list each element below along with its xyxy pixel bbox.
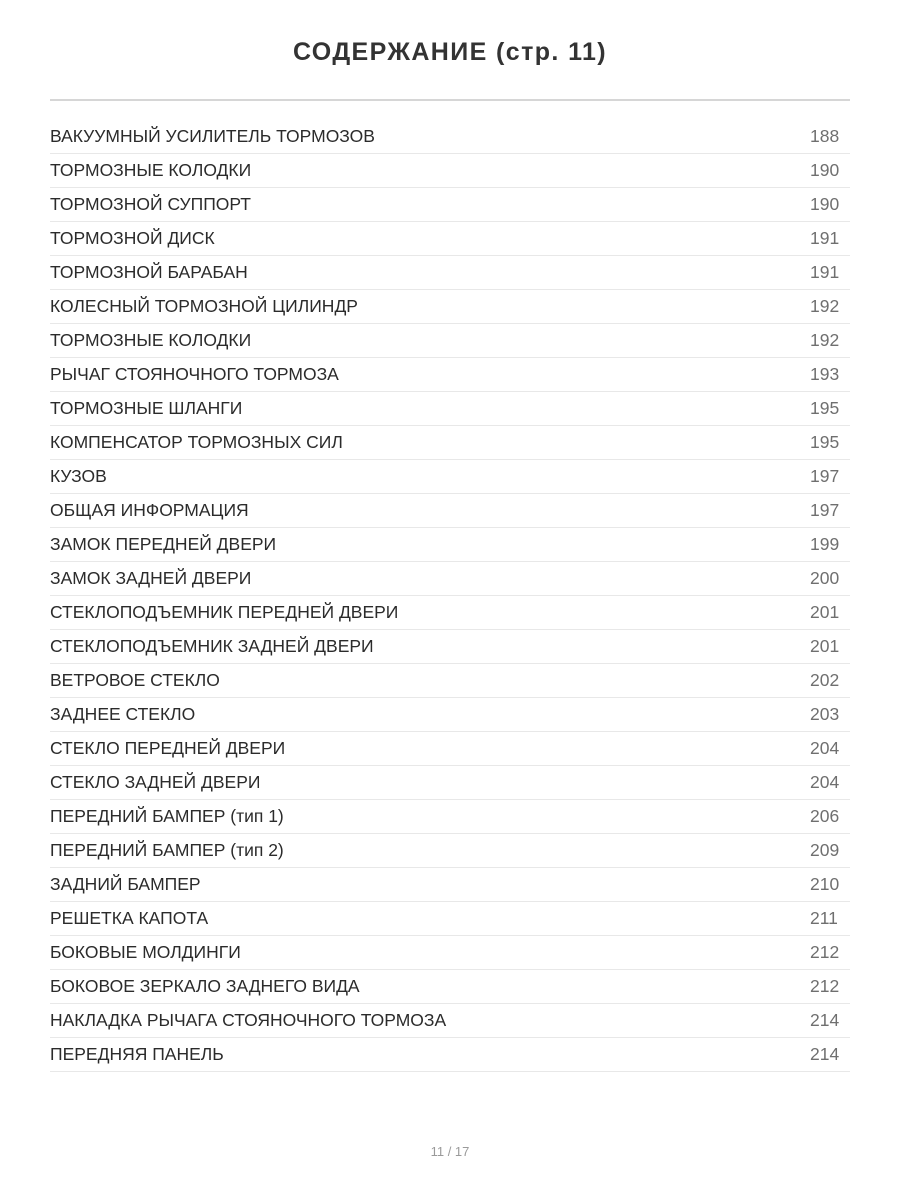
- toc-entry[interactable]: [50, 426, 850, 460]
- toc-entry[interactable]: [50, 834, 850, 868]
- toc-entry[interactable]: [50, 256, 850, 290]
- toc-entry-page: 211: [810, 908, 838, 928]
- toc-entry-page: 200: [810, 568, 840, 588]
- toc-entry-title: СТЕКЛОПОДЪЕМНИК ЗАДНЕЙ ДВЕРИ: [50, 636, 374, 656]
- toc-entry-page: 214: [810, 1010, 840, 1030]
- toc-entry[interactable]: [50, 936, 850, 970]
- toc-entry-page: 212: [810, 942, 840, 962]
- toc-entry-title: ВЕТРОВОЕ СТЕКЛО: [50, 670, 220, 690]
- toc-entry-title: ВАКУУМНЫЙ УСИЛИТЕЛЬ ТОРМОЗОВ: [50, 126, 375, 146]
- toc-entry-title: ПЕРЕДНЯЯ ПАНЕЛЬ: [50, 1044, 224, 1064]
- toc-entry-page: 203: [810, 704, 840, 724]
- toc-entry-title: ПЕРЕДНИЙ БАМПЕР (тип 2): [50, 840, 284, 860]
- toc-entry-title: ТОРМОЗНОЙ ДИСК: [50, 228, 215, 248]
- toc-entry[interactable]: [50, 154, 850, 188]
- toc-entry-title: ЗАМОК ПЕРЕДНЕЙ ДВЕРИ: [50, 534, 277, 554]
- toc-entry[interactable]: [50, 562, 850, 596]
- toc-entry-page: 204: [810, 772, 840, 792]
- toc-entry-page: 190: [810, 160, 840, 180]
- toc-entry-title: ТОРМОЗНЫЕ КОЛОДКИ: [50, 330, 252, 350]
- toc-entry-title: РЕШЕТКА КАПОТА: [50, 908, 209, 928]
- toc-entry[interactable]: [50, 902, 850, 936]
- toc-entry-title: НАКЛАДКА РЫЧАГА СТОЯНОЧНОГО ТОРМОЗА: [50, 1010, 447, 1030]
- toc-entry-title: ТОРМОЗНОЙ БАРАБАН: [50, 262, 248, 282]
- page-indicator: 11 / 17: [430, 1144, 470, 1159]
- toc-entry-page: 193: [810, 364, 840, 384]
- toc-entry[interactable]: [50, 460, 850, 494]
- toc-entry-page: 201: [810, 602, 840, 622]
- toc-entry-title: СТЕКЛОПОДЪЕМНИК ПЕРЕДНЕЙ ДВЕРИ: [50, 602, 399, 622]
- toc-entry[interactable]: [50, 392, 850, 426]
- toc-entry-page: 209: [810, 840, 840, 860]
- toc-entry-title: КОМПЕНСАТОР ТОРМОЗНЫХ СИЛ: [50, 432, 343, 452]
- toc-entry[interactable]: [50, 698, 850, 732]
- toc-entry-page: 201: [810, 636, 840, 656]
- toc-entry-title: КУЗОВ: [50, 466, 107, 486]
- toc-entry-title: ЗАДНИЙ БАМПЕР: [50, 874, 201, 894]
- toc-entry-page: 192: [810, 296, 840, 316]
- toc-entry-page: 197: [810, 466, 840, 486]
- toc-entry-title: ТОРМОЗНОЙ СУППОРТ: [50, 194, 251, 214]
- toc-entry-page: 199: [810, 534, 840, 554]
- toc-entry-title: СТЕКЛО ПЕРЕДНЕЙ ДВЕРИ: [50, 738, 286, 758]
- toc-entry[interactable]: [50, 222, 850, 256]
- toc-entry-page: 195: [810, 432, 840, 452]
- toc-entry[interactable]: [50, 290, 850, 324]
- toc-entry-title: БОКОВОЕ ЗЕРКАЛО ЗАДНЕГО ВИДА: [50, 976, 360, 996]
- toc-entry[interactable]: [50, 120, 850, 154]
- toc-entry[interactable]: [50, 630, 850, 664]
- toc-entry-page: 195: [810, 398, 840, 418]
- toc-entry-page: 202: [810, 670, 840, 690]
- toc-entry[interactable]: [50, 1004, 850, 1038]
- toc-entry-page: 190: [810, 194, 840, 214]
- page-title: СОДЕРЖАНИЕ (стр. 11): [292, 38, 608, 66]
- toc-entry-page: 214: [810, 1044, 840, 1064]
- toc-entry[interactable]: [50, 596, 850, 630]
- toc-entry-title: СТЕКЛО ЗАДНЕЙ ДВЕРИ: [50, 772, 261, 792]
- toc-entry[interactable]: [50, 970, 850, 1004]
- toc-entry[interactable]: [50, 494, 850, 528]
- toc-entry-title: ПЕРЕДНИЙ БАМПЕР (тип 1): [50, 806, 284, 826]
- table-of-contents: [50, 120, 850, 1072]
- toc-entry-page: 188: [810, 126, 840, 146]
- toc-entry[interactable]: [50, 732, 850, 766]
- toc-entry-page: 191: [810, 262, 840, 282]
- toc-entry-title: РЫЧАГ СТОЯНОЧНОГО ТОРМОЗА: [50, 364, 339, 384]
- toc-entry-title: ТОРМОЗНЫЕ КОЛОДКИ: [50, 160, 252, 180]
- toc-entry-page: 206: [810, 806, 840, 826]
- toc-entry[interactable]: [50, 868, 850, 902]
- toc-entry[interactable]: [50, 528, 850, 562]
- toc-entry-title: БОКОВЫЕ МОЛДИНГИ: [50, 942, 241, 962]
- toc-entry-page: 210: [810, 874, 840, 894]
- toc-entry-page: 191: [810, 228, 840, 248]
- toc-entry-page: 204: [810, 738, 840, 758]
- toc-entry[interactable]: [50, 800, 850, 834]
- toc-entry[interactable]: [50, 358, 850, 392]
- title-divider: [50, 99, 850, 101]
- toc-entry[interactable]: [50, 664, 850, 698]
- toc-entry-title: ЗАМОК ЗАДНЕЙ ДВЕРИ: [50, 568, 252, 588]
- toc-entry[interactable]: [50, 1038, 850, 1072]
- toc-entry[interactable]: [50, 766, 850, 800]
- toc-entry[interactable]: [50, 324, 850, 358]
- toc-entry-title: КОЛЕСНЫЙ ТОРМОЗНОЙ ЦИЛИНДР: [50, 296, 358, 316]
- toc-entry-page: 192: [810, 330, 840, 350]
- toc-entry-page: 197: [810, 500, 840, 520]
- toc-entry-title: ТОРМОЗНЫЕ ШЛАНГИ: [50, 398, 243, 418]
- toc-entry-page: 212: [810, 976, 840, 996]
- toc-entry[interactable]: [50, 188, 850, 222]
- toc-entry-title: ЗАДНЕЕ СТЕКЛО: [50, 704, 196, 724]
- toc-entry-title: ОБЩАЯ ИНФОРМАЦИЯ: [50, 500, 249, 520]
